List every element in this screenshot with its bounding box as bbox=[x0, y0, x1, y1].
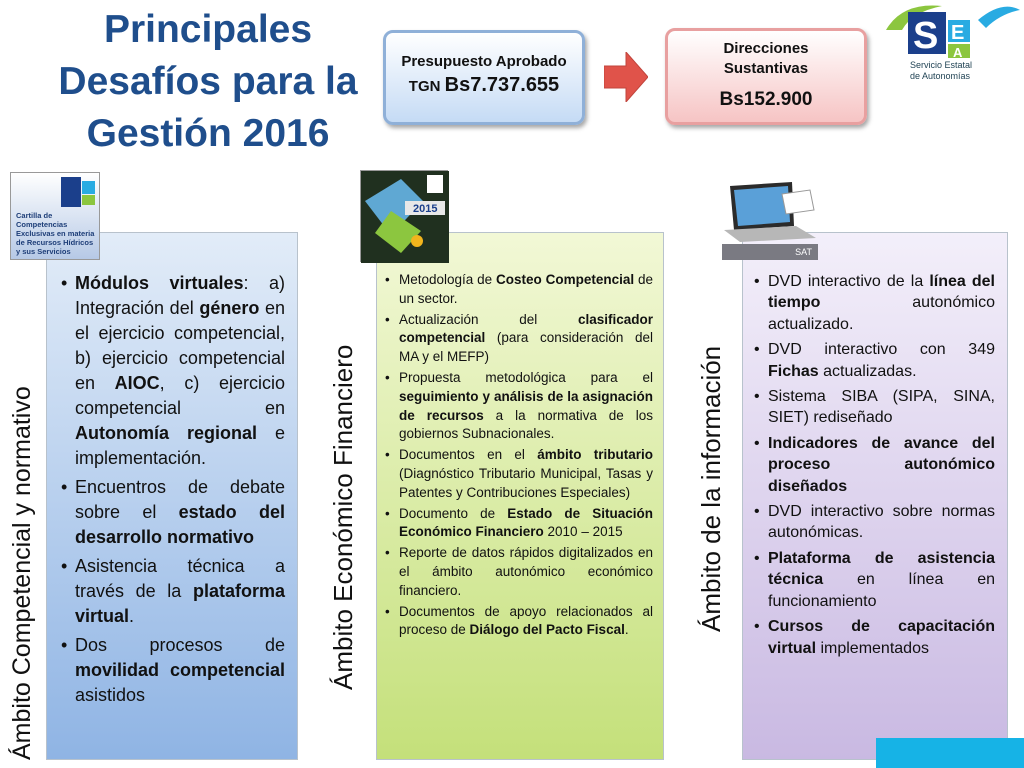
svg-text:A: A bbox=[953, 45, 963, 60]
informacion-item-5: • DVD interactivo sobre normas autonómicas. bbox=[768, 501, 995, 544]
competencial-item-4: • Dos procesos de movilidad competencial asistidos bbox=[75, 633, 285, 708]
direcciones-amount: Bs152.900 bbox=[719, 89, 813, 110]
budget-box bbox=[383, 30, 585, 125]
title-line-3: Gestión 2016 bbox=[86, 112, 330, 155]
title-line-1: Principales bbox=[103, 8, 313, 51]
cartilla-text: Cartilla de Competencias Exclusivas en materia de Recursos Hídricos y sus Servicios bbox=[16, 211, 95, 256]
competencial-item-2: • Encuentros de debate sobre el estado del desarrollo normativo bbox=[75, 475, 285, 550]
direcciones-box bbox=[665, 28, 867, 125]
dvd-thumbnail bbox=[360, 170, 448, 262]
laptop-icon bbox=[722, 180, 818, 244]
sea-logo bbox=[882, 0, 1022, 92]
title-line-2: Desafíos para la bbox=[58, 60, 358, 103]
svg-text:S: S bbox=[913, 15, 939, 57]
label-informacion: Ámbito de la información bbox=[696, 345, 726, 632]
panel-competencial bbox=[46, 232, 298, 760]
panel-economico bbox=[376, 232, 664, 760]
economico-item-7: • Documentos de apoyo relacionados al proceso de Diálogo del Pacto Fiscal. bbox=[399, 603, 653, 641]
dvd-cover-icon bbox=[361, 171, 449, 263]
informacion-item-4: • Indicadores de avance del proceso autonómico diseñados bbox=[768, 433, 995, 497]
competencial-item-1: • Módulos virtuales: a) Integración del género en el ejercicio competencial, b) ejercicio competencial en AIOC, c) ejercicio competencial en Autonomía regional e implementación. bbox=[75, 271, 285, 471]
informacion-list bbox=[743, 233, 1007, 659]
svg-text:E: E bbox=[951, 22, 965, 44]
budget-amount-line bbox=[386, 74, 582, 97]
dvd-year: 2015 bbox=[413, 203, 438, 215]
budget-amount: Bs7.737.655 bbox=[444, 74, 560, 96]
economico-item-1: • Metodología de Costeo Competencial de un sector. bbox=[399, 271, 653, 309]
panel-informacion bbox=[742, 232, 1008, 760]
informacion-item-3: • Sistema SIBA (SIPA, SINA, SIET) rediseñado bbox=[768, 386, 995, 429]
label-competencial: Ámbito Competencial y normativo bbox=[8, 386, 36, 760]
informacion-item-1: • DVD interactivo de la línea del tiempo autonómico actualizado. bbox=[768, 271, 995, 335]
economico-list bbox=[377, 233, 663, 640]
direcciones-label-1: Direcciones bbox=[723, 40, 809, 57]
cartilla-thumbnail bbox=[10, 172, 100, 260]
economico-item-4: • Documentos en el ámbito tributario (Diagnóstico Tributario Municipal, Tasas y Patentes y Contribuciones Especiales) bbox=[399, 446, 653, 502]
economico-item-2: • Actualización del clasificador competencial (para consideración del MA y el MEFP) bbox=[399, 311, 653, 367]
economico-item-5: • Documento de Estado de Situación Económico Financiero 2010 – 2015 bbox=[399, 505, 653, 543]
competencial-list bbox=[47, 233, 297, 708]
label-economico: Ámbito Económico Financiero bbox=[328, 344, 358, 690]
competencial-item-3: • Asistencia técnica a través de la plataforma virtual. bbox=[75, 554, 285, 629]
informacion-item-6: • Plataforma de asistencia técnica en línea en funcionamiento bbox=[768, 548, 995, 612]
sea-logo-icon bbox=[882, 0, 1022, 60]
informacion-item-2: • DVD interactivo con 349 Fichas actualizadas. bbox=[768, 339, 995, 382]
budget-prefix: TGN bbox=[408, 78, 445, 95]
economico-item-3: • Propuesta metodológica para el seguimiento y análisis de la asignación de recursos a la normativa de los gobiernos Subnacionales. bbox=[399, 369, 653, 444]
economico-item-6: • Reporte de datos rápidos digitalizados en el ámbito autonómico económico financiero. bbox=[399, 544, 653, 600]
page-title bbox=[40, 4, 376, 160]
arrow-right-icon bbox=[604, 52, 648, 102]
sea-mini-logo-icon bbox=[61, 177, 97, 207]
sat-label: SAT bbox=[722, 244, 818, 260]
budget-label: Presupuesto Aprobado bbox=[401, 53, 567, 70]
informacion-item-7: • Cursos de capacitación virtual implementados bbox=[768, 616, 995, 659]
direcciones-label-2: Sustantivas bbox=[723, 60, 809, 77]
sat-laptop-image bbox=[722, 180, 818, 260]
logo-caption: Servicio Estatal de Autonomías bbox=[910, 60, 973, 81]
corner-decoration bbox=[876, 738, 1024, 768]
